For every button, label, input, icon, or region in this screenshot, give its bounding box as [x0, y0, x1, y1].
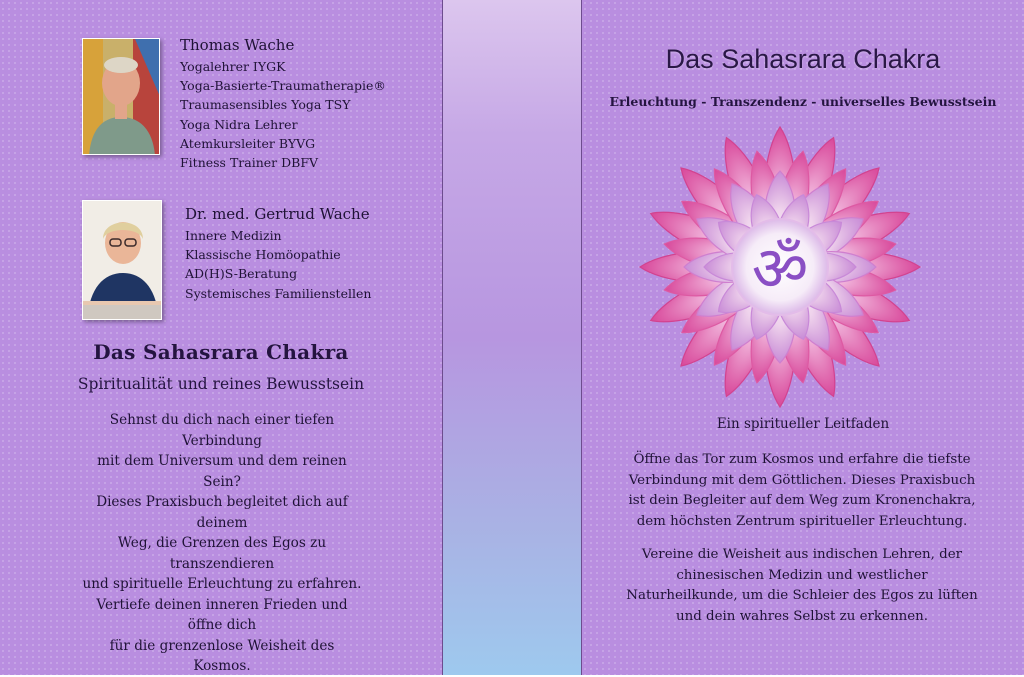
author-name: Dr. med. Gertrud Wache: [185, 205, 370, 223]
blurb-line: Vertiefe deinen inneren Frieden und öffne dich: [96, 596, 348, 633]
front-title: Das Sahasrara Chakra: [665, 44, 941, 74]
author-portrait-1: [83, 39, 160, 155]
paragraph-line: ist dein Begleiter auf dem Weg zum Kronenchakra,: [628, 493, 976, 508]
author-bio-thomas: [180, 36, 386, 172]
blurb-line: und spirituelle Erleuchtung zu erfahren.: [82, 576, 362, 592]
paragraph-line: dem höchsten Zentrum spiritueller Erleuchtung.: [636, 513, 968, 529]
back-subtitle: Spiritualität und reines Bewusstsein: [77, 375, 365, 393]
credential: Klassische Homöopathie: [185, 247, 341, 263]
front-guide-label: Ein spiritueller Leitfaden: [716, 416, 890, 432]
front-paragraph-2: [600, 545, 1004, 627]
back-title: Das Sahasrara Chakra: [93, 340, 349, 364]
author-bio-gertrud: [185, 205, 371, 303]
credential: Yoga Nidra Lehrer: [180, 116, 298, 132]
back-blurb: [82, 410, 362, 677]
blurb-line: Weg, die Grenzen des Egos zu transzendieren: [117, 535, 327, 572]
om-symbol-icon: ॐ: [751, 232, 809, 305]
blurb-line: mit dem Universum und dem reinen Sein?: [97, 453, 347, 490]
author-photo-gertrud: [82, 200, 162, 320]
paragraph-line: Vereine die Weisheit aus indischen Lehren, der: [641, 547, 963, 562]
blurb-line: Sehnst du dich nach einer tiefen Verbindung: [109, 412, 335, 449]
credential: Traumasensibles Yoga TSY: [180, 97, 351, 113]
front-paragraph-1: [600, 450, 1004, 532]
paragraph-line: Naturheilkunde, um die Schleier des Egos zu lüften: [626, 588, 978, 603]
paragraph-line: chinesischen Medizin und westlicher: [676, 567, 928, 583]
author-name: Thomas Wache: [180, 36, 295, 54]
author-portrait-2: [83, 201, 162, 320]
blurb-line: für die grenzenlose Weisheit des Kosmos.: [109, 637, 335, 674]
blurb-line: Dieses Praxisbuch begleitet dich auf deinem: [96, 494, 348, 531]
crown-chakra-lotus-icon: [630, 122, 930, 412]
paragraph-line: und dein wahres Selbst zu erkennen.: [675, 608, 929, 624]
book-spine: [442, 0, 582, 675]
paragraph-line: Verbindung mit dem Göttlichen. Dieses Praxisbuch: [628, 472, 976, 488]
paragraph-line: Öffne das Tor zum Kosmos und erfahre die tiefste: [633, 452, 971, 467]
credential: Atemkursleiter BYVG: [180, 135, 316, 151]
credential: Yogalehrer IYGK: [180, 59, 286, 74]
front-subtitle: Erleuchtung - Transzendenz - universelles Bewusstsein: [609, 94, 997, 109]
credential: Innere Medizin: [185, 228, 282, 243]
author-photo-thomas: [82, 38, 160, 155]
credential: Systemisches Familienstellen: [185, 285, 372, 301]
credential: AD(H)S-Beratung: [185, 266, 298, 282]
credential: Fitness Trainer DBFV: [180, 155, 319, 171]
credential: Yoga-Basierte-Traumatherapie®: [180, 78, 386, 94]
